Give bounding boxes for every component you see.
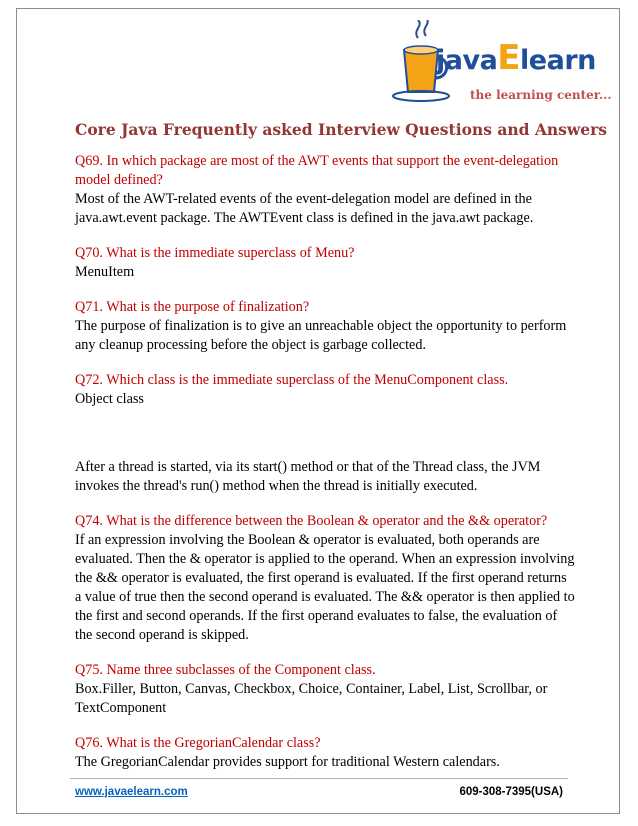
- question-text: Q76. What is the GregorianCalendar class?: [75, 735, 321, 751]
- answer-text: The purpose of finalization is to give an unreachable object the opportunity to perform any cleanup processing before the object is garbage collected.: [75, 318, 567, 353]
- page-title: Core Java Frequently asked Interview Questions and Answers: [75, 120, 607, 139]
- answer-text: Object class: [75, 391, 144, 407]
- question-text: Q70. What is the immediate superclass of Menu?: [75, 245, 355, 261]
- answer-text: The GregorianCalendar provides support for traditional Western calendars.: [75, 754, 500, 770]
- question-text: Q69. In which package are most of the AWT events that support the event-delegation model defined?: [75, 153, 559, 188]
- qa-item-69: [75, 152, 575, 228]
- question-text: Q74. What is the difference between the Boolean & operator and the && operator?: [75, 513, 548, 529]
- question-text: Q75. Name three subclasses of the Component class.: [75, 662, 376, 678]
- logo-tagline: the learning center...: [470, 88, 612, 102]
- answer-text: MenuItem: [75, 264, 135, 280]
- page-footer: [75, 786, 563, 798]
- answer-text: Box.Filler, Button, Canvas, Checkbox, Choice, Container, Label, List, Scrollbar, or TextComponent: [75, 681, 548, 716]
- qa-item-72: [75, 371, 575, 409]
- qa-item-76: [75, 734, 575, 772]
- answer-text: If an expression involving the Boolean & operator is evaluated, both operands are evaluated. Then the & operator is applied to the operand. When an expression involving the && operator is evaluated, the first operand is evaluated. If the first operand returns a value of true then the second operand is evaluated. The && operator is then applied to the first and second operands. If the first operand evaluates to false, the evaluation of the second operand is skipped.: [75, 532, 575, 643]
- footer-divider: [70, 778, 568, 779]
- qa-item-70: [75, 244, 575, 282]
- question-text: Q72. Which class is the immediate superclass of the MenuComponent class.: [75, 372, 509, 388]
- document-body: [75, 120, 607, 788]
- qa-item-73: [75, 458, 575, 496]
- missing-question-gap: [75, 425, 575, 458]
- qa-item-71: [75, 298, 575, 355]
- question-text: Q71. What is the purpose of finalization?: [75, 299, 310, 315]
- logo-wordmark: javaElearn: [436, 38, 596, 78]
- answer-text: Most of the AWT-related events of the event-delegation model are defined in the java.awt.event package. The AWTEvent class is defined in the java.awt package.: [75, 191, 534, 226]
- website-link[interactable]: www.javaelearn.com: [75, 786, 188, 798]
- answer-text: After a thread is started, via its start() method or that of the Thread class, the JVM invokes the thread's run() method when the thread is initially executed.: [75, 459, 541, 494]
- qa-item-74: [75, 512, 575, 645]
- phone-number: 609-308-7395(USA): [459, 786, 563, 798]
- qa-item-75: [75, 661, 575, 718]
